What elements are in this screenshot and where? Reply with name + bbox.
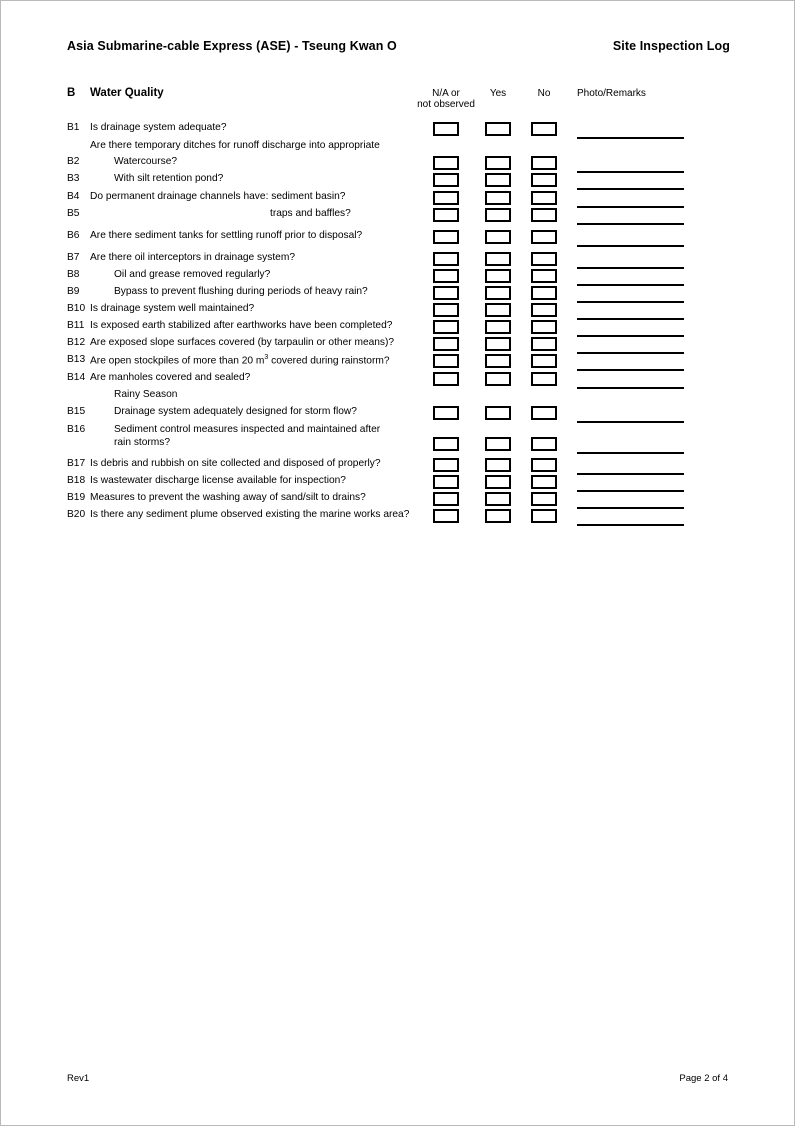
column-header-photo-remarks: Photo/Remarks <box>577 88 646 99</box>
row-question-text: Is there any sediment plume observed existing the marine works area? <box>90 509 410 520</box>
checkbox-na-or-not-observed[interactable] <box>433 337 459 351</box>
checkbox-na-or-not-observed[interactable] <box>433 320 459 334</box>
photo-remarks-write-in-line[interactable] <box>577 421 684 423</box>
row-item-number: B7 <box>67 252 80 263</box>
checkbox-no[interactable] <box>531 458 557 472</box>
checkbox-no[interactable] <box>531 269 557 283</box>
checkbox-yes[interactable] <box>485 372 511 386</box>
checkbox-na-or-not-observed[interactable] <box>433 492 459 506</box>
checkbox-no[interactable] <box>531 252 557 266</box>
checkbox-yes[interactable] <box>485 337 511 351</box>
table-row <box>1 437 795 454</box>
table-row <box>1 230 795 247</box>
checkbox-yes[interactable] <box>485 406 511 420</box>
checkbox-yes[interactable] <box>485 286 511 300</box>
checkbox-no[interactable] <box>531 492 557 506</box>
checkbox-yes[interactable] <box>485 230 511 244</box>
checkbox-na-or-not-observed[interactable] <box>433 354 459 368</box>
checkbox-na-or-not-observed[interactable] <box>433 458 459 472</box>
row-question-text: Are there sediment tanks for settling runoff prior to disposal? <box>90 230 363 241</box>
checkbox-yes[interactable] <box>485 475 511 489</box>
checkbox-no[interactable] <box>531 406 557 420</box>
checkbox-no[interactable] <box>531 372 557 386</box>
row-item-number: B1 <box>67 122 80 133</box>
row-question-text: Are there oil interceptors in drainage system? <box>90 252 295 263</box>
checkbox-yes[interactable] <box>485 191 511 205</box>
row-question-text: Is drainage system adequate? <box>90 122 227 133</box>
row-item-number: B8 <box>67 269 80 280</box>
checkbox-yes[interactable] <box>485 252 511 266</box>
footer-page-number: Page 2 of 4 <box>679 1073 728 1084</box>
photo-remarks-write-in-line[interactable] <box>577 245 684 247</box>
checkbox-yes[interactable] <box>485 354 511 368</box>
checkbox-yes[interactable] <box>485 173 511 187</box>
checkbox-na-or-not-observed[interactable] <box>433 173 459 187</box>
table-row <box>1 320 795 337</box>
row-question-text: Are exposed slope surfaces covered (by tarpaulin or other means)? <box>90 337 395 348</box>
table-row <box>1 406 795 423</box>
checkbox-yes[interactable] <box>485 303 511 317</box>
row-question-text: Measures to prevent the washing away of sand/silt to drains? <box>90 492 366 503</box>
checkbox-yes[interactable] <box>485 208 511 222</box>
checkbox-no[interactable] <box>531 191 557 205</box>
checkbox-yes[interactable] <box>485 269 511 283</box>
row-item-number: B13 <box>67 354 86 365</box>
table-row <box>1 509 795 526</box>
row-question-text: Are there temporary ditches for runoff discharge into appropriate <box>90 140 380 151</box>
column-header-yes: Yes <box>489 88 507 99</box>
row-question-text: With silt retention pond? <box>114 173 224 184</box>
table-row <box>1 156 795 173</box>
checkbox-na-or-not-observed[interactable] <box>433 509 459 523</box>
photo-remarks-write-in-line[interactable] <box>577 188 684 190</box>
checkbox-na-or-not-observed[interactable] <box>433 191 459 205</box>
checkbox-na-or-not-observed[interactable] <box>433 230 459 244</box>
checkbox-na-or-not-observed[interactable] <box>433 252 459 266</box>
row-question-text: Sediment control measures inspected and maintained after <box>114 424 381 435</box>
row-question-text: Are open stockpiles of more than 20 $m^3$ covered during rainstorm? <box>90 354 390 367</box>
table-row <box>1 173 795 190</box>
row-item-number: B19 <box>67 492 86 503</box>
row-item-number: B2 <box>67 156 80 167</box>
row-item-number: B6 <box>67 230 80 241</box>
table-row <box>1 269 795 286</box>
table-row <box>1 208 795 225</box>
checkbox-yes[interactable] <box>485 122 511 136</box>
table-row <box>1 337 795 354</box>
column-header-na-line1: N/A or <box>432 88 460 99</box>
document-type-title: Site Inspection Log <box>612 39 730 53</box>
footer-revision: Rev1 <box>67 1073 90 1084</box>
table-row <box>1 252 795 269</box>
row-question-text: Are manholes covered and sealed? <box>90 372 251 383</box>
checkbox-na-or-not-observed[interactable] <box>433 303 459 317</box>
photo-remarks-write-in-line[interactable] <box>577 223 684 225</box>
row-question-text: rain storms? <box>114 437 171 448</box>
table-row <box>1 191 795 208</box>
row-item-number: B20 <box>67 509 86 520</box>
checkbox-no[interactable] <box>531 303 557 317</box>
checkbox-no[interactable] <box>531 320 557 334</box>
checkbox-no[interactable] <box>531 286 557 300</box>
row-item-number: B16 <box>67 424 86 435</box>
row-item-number: B12 <box>67 337 86 348</box>
checkbox-na-or-not-observed[interactable] <box>433 406 459 420</box>
checkbox-yes[interactable] <box>485 156 511 170</box>
checkbox-no[interactable] <box>531 437 557 451</box>
table-row <box>1 286 795 303</box>
row-question-text: Do permanent drainage channels have: sediment basin? <box>90 191 346 202</box>
row-question-text: Is exposed earth stabilized after earthworks have been completed? <box>90 320 393 331</box>
table-row <box>1 458 795 475</box>
row-question-text: Watercourse? <box>114 156 178 167</box>
table-row <box>1 372 795 389</box>
checkbox-yes[interactable] <box>485 492 511 506</box>
row-question-text: Oil and grease removed regularly? <box>114 269 271 280</box>
row-question-text: Bypass to prevent flushing during periods of heavy rain? <box>114 286 368 297</box>
checkbox-no[interactable] <box>531 173 557 187</box>
row-item-number: B14 <box>67 372 86 383</box>
photo-remarks-write-in-line[interactable] <box>577 137 684 139</box>
checkbox-na-or-not-observed[interactable] <box>433 372 459 386</box>
row-item-number: B18 <box>67 475 86 486</box>
checklist-rows <box>1 1 795 1126</box>
row-item-number: B17 <box>67 458 86 469</box>
row-item-number: B3 <box>67 173 80 184</box>
row-item-number: B15 <box>67 406 86 417</box>
checkbox-no[interactable] <box>531 230 557 244</box>
checkbox-yes[interactable] <box>485 509 511 523</box>
photo-remarks-write-in-line[interactable] <box>577 524 684 526</box>
project-title: Asia Submarine-cable Express (ASE) - Tseung Kwan O <box>67 39 397 53</box>
checkbox-na-or-not-observed[interactable] <box>433 475 459 489</box>
checkbox-na-or-not-observed[interactable] <box>433 437 459 451</box>
row-question-text: Is drainage system well maintained? <box>90 303 255 314</box>
checkbox-no[interactable] <box>531 475 557 489</box>
row-item-number: B11 <box>67 320 85 331</box>
table-row <box>1 354 795 371</box>
photo-remarks-write-in-line[interactable] <box>577 369 684 371</box>
column-header-no: No <box>537 88 551 99</box>
checkbox-no[interactable] <box>531 509 557 523</box>
checkbox-yes[interactable] <box>485 437 511 451</box>
checkbox-na-or-not-observed[interactable] <box>433 122 459 136</box>
column-header-na-line2: not observed <box>417 99 475 110</box>
checkbox-no[interactable] <box>531 122 557 136</box>
checkbox-yes[interactable] <box>485 458 511 472</box>
checkbox-na-or-not-observed[interactable] <box>433 286 459 300</box>
row-item-number: B4 <box>67 191 80 202</box>
checkbox-no[interactable] <box>531 156 557 170</box>
section-letter: B <box>67 87 76 99</box>
photo-remarks-write-in-line[interactable] <box>577 452 684 454</box>
row-question-text: traps and baffles? <box>270 208 351 219</box>
section-name: Water Quality <box>90 87 164 99</box>
table-row <box>1 122 795 139</box>
checkbox-no[interactable] <box>531 208 557 222</box>
checkbox-na-or-not-observed[interactable] <box>433 208 459 222</box>
row-question-text: Rainy Season <box>114 389 178 400</box>
table-row <box>1 140 795 157</box>
row-item-number: B5 <box>67 208 80 219</box>
checkbox-no[interactable] <box>531 337 557 351</box>
table-row <box>1 389 795 406</box>
table-row <box>1 492 795 509</box>
table-row <box>1 475 795 492</box>
checkbox-na-or-not-observed[interactable] <box>433 269 459 283</box>
table-row <box>1 303 795 320</box>
row-question-text: Drainage system adequately designed for storm flow? <box>114 406 357 417</box>
checkbox-yes[interactable] <box>485 320 511 334</box>
checkbox-na-or-not-observed[interactable] <box>433 156 459 170</box>
row-item-number: B10 <box>67 303 86 314</box>
row-item-number: B9 <box>67 286 80 297</box>
checkbox-no[interactable] <box>531 354 557 368</box>
row-question-text: Is debris and rubbish on site collected and disposed of properly? <box>90 458 381 469</box>
row-question-text: Is wastewater discharge license available for inspection? <box>90 475 346 486</box>
